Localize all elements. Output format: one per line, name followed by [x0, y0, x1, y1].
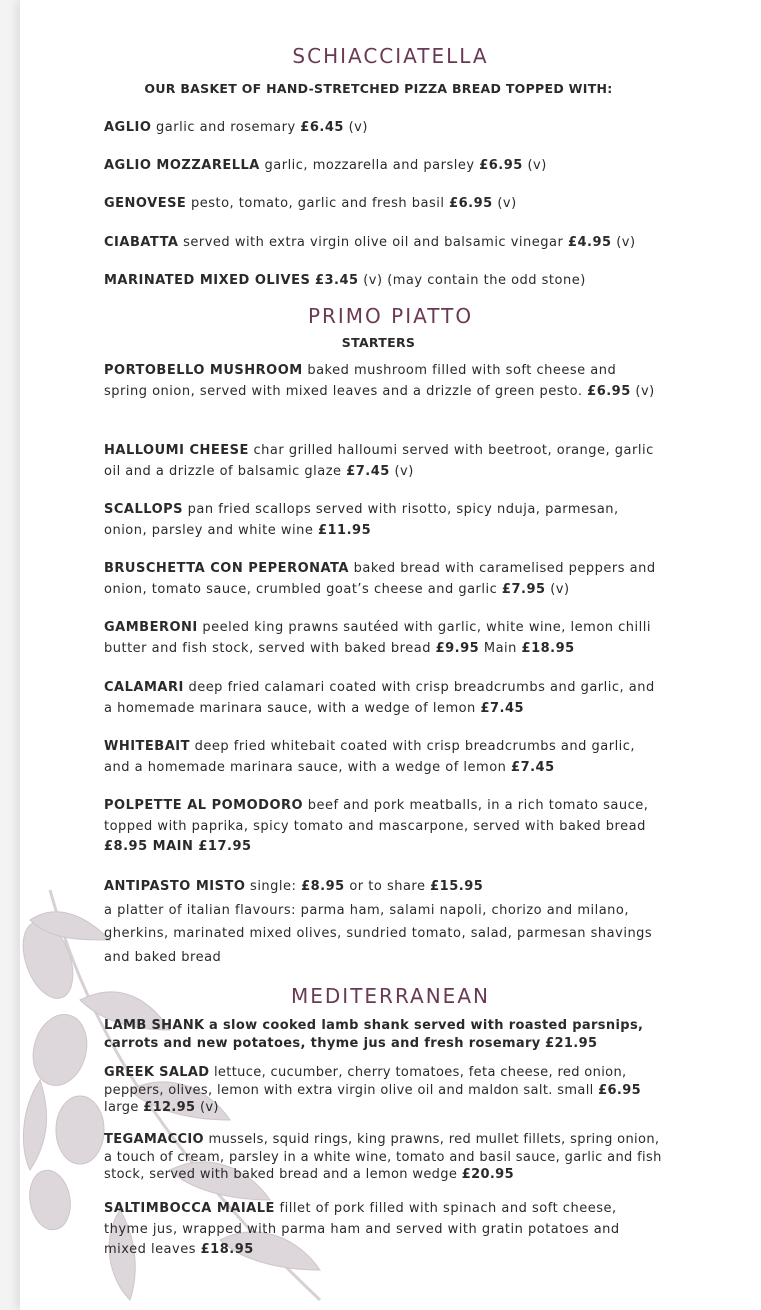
menu-item: SCALLOPS pan fried scallops served with risotto, spicy nduja, parmesan, onion, parsley and white wine £11.95 [104, 502, 619, 538]
menu-item: PORTOBELLO MUSHROOM baked mushroom filled with soft cheese and spring onion, served with mixed leaves and a drizzle of green pesto. £6.95 (v) [104, 363, 655, 399]
menu-item: BRUSCHETTA CON PEPERONATA baked bread with caramelised peppers and onion, tomato sauce, crumbled goat’s cheese and garlic £7.95 (v) [104, 561, 656, 597]
menu-item: SALTIMBOCCA MAIALE fillet of pork filled with spinach and soft cheese, thyme jus, wrapped with parma ham and served with gratin potatoes and mixed leaves £18.95 [104, 1201, 620, 1257]
menu-item: HALLOUMI CHEESE char grilled halloumi served with beetroot, orange, garlic oil and a drizzle of balsamic glaze £7.45 (v) [104, 443, 654, 479]
section-title-mediterranean: MEDITERRANEAN [291, 984, 490, 1008]
menu-page [20, 0, 761, 1310]
menu-item: CALAMARI deep fried calamari coated with crisp breadcrumbs and garlic, and a homemade marinara sauce, with a wedge of lemon £7.45 [104, 680, 655, 716]
section-title-primo-piatto: PRIMO PIATTO [307, 304, 474, 328]
menu-item: GREEK SALAD lettuce, cucumber, cherry tomatoes, feta cheese, red onion, peppers, olives, lemon with extra virgin olive oil and maldon salt. small £6.95 large £12.95 (v) [104, 1065, 641, 1115]
menu-item: GENOVESE pesto, tomato, garlic and fresh basil £6.95 (v) [104, 196, 517, 211]
section-title-schiacciatella: SCHIACCIATELLA [292, 44, 489, 68]
menu-item: ANTIPASTO MISTO single: £8.95 or to share £15.95 a platter of italian flavours: parma ham, salami napoli, chorizo and milano, gherkins, marinated mixed olives, sundried tomato, salad, parmesan shavings and baked bread [104, 879, 653, 965]
menu-item: GAMBERONI peeled king prawns sautéed with garlic, white wine, lemon chilli butter and fish stock, served with baked bread £9.95 Main £18.95 [104, 620, 651, 656]
menu-item: MARINATED MIXED OLIVES £3.45 (v) (may contain the odd stone) [104, 273, 586, 288]
section-subtitle: OUR BASKET OF HAND-STRETCHED PIZZA BREAD TOPPED WITH: [144, 81, 613, 96]
menu-item: POLPETTE AL POMODORO beef and pork meatballs, in a rich tomato sauce, topped with paprika, spicy tomato and mascarpone, served with baked bread £8.95 MAIN £17.95 [104, 798, 649, 854]
menu-item: LAMB SHANK a slow cooked lamb shank served with roasted parsnips, carrots and new potatoes, thyme jus and fresh rosemary £21.95 [104, 1018, 644, 1051]
menu-item: AGLIO MOZZARELLA garlic, mozzarella and parsley £6.95 (v) [104, 158, 547, 173]
menu-item: CIABATTA served with extra virgin olive oil and balsamic vinegar £4.95 (v) [104, 235, 636, 250]
section-subtitle: STARTERS [341, 335, 416, 350]
menu-item: WHITEBAIT deep fried whitebait coated with crisp breadcrumbs and garlic, and a homemade marinara sauce, with a wedge of lemon £7.45 [104, 739, 636, 775]
menu-item: TEGAMACCIO mussels, squid rings, king prawns, red mullet fillets, spring onion, a touch of cream, parsley in a white wine, tomato and basil sauce, garlic and fish stock, served with baked bread and a lemon wedge £20.95 [104, 1132, 662, 1182]
menu-item: AGLIO garlic and rosemary £6.45 (v) [104, 120, 368, 135]
